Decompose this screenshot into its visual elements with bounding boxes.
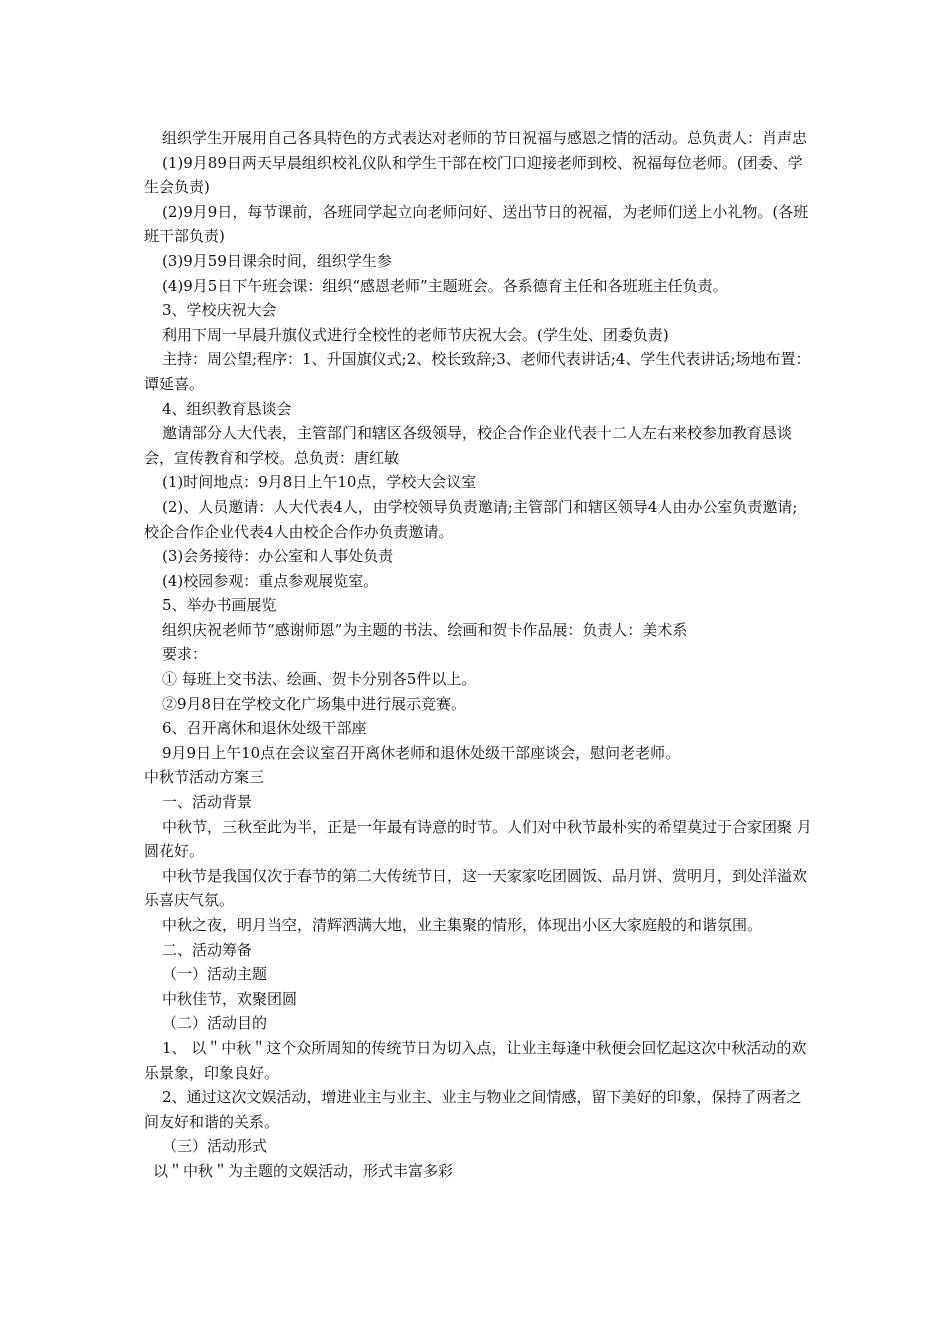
paragraph: (3)9月59日课余时间，组织学生参	[162, 251, 392, 270]
paragraph: (2)、人员邀请：人大代表4人，由学校领导负责邀请;主管部门和辖区领导4人由办公室负责邀请;校企合作企业代表4人由校企合作办负责邀请。	[144, 497, 798, 541]
paragraph: (3)会务接待：办公室和人事处负责	[162, 547, 394, 566]
paragraph: 以＂中秋＂为主题的文娱活动，形式丰富多彩	[153, 1161, 454, 1180]
paragraph: 利用下周一早晨升旗仪式进行全校性的老师节庆祝大会。(学生处、团委负责)	[162, 325, 669, 344]
section-heading: 4、组织教育恳谈会	[162, 399, 292, 418]
paragraph: 主持：周公望;程序：1、升国旗仪式;2、校长致辞;3、老师代表讲话;4、学生代表讲话;场地布置：谭延喜。	[144, 350, 811, 393]
section-heading: 3、学校庆祝大会	[162, 301, 277, 320]
list-item: ① 每班上交书法、绘画、贺卡分别各5件以上。	[162, 670, 477, 689]
paragraph: 中秋之夜，明月当空，清辉洒满大地，业主集聚的情形，体现出小区大家庭般的和谐氛围。	[162, 916, 763, 934]
paragraph: (4)校园参观：重点参观展览室。	[162, 571, 379, 590]
paragraph: 9月9日上午10点在会议室召开离休老师和退休处级干部座谈会，慰问老老师。	[162, 743, 681, 762]
paragraph: 要求：	[162, 645, 208, 664]
paragraph: (1)9月89日两天早晨组织校礼仪队和学生干部在校门口迎接老师到校、祝福每位老师。(团委、学生会负责)	[144, 153, 803, 197]
list-item: 2、通过这次文娱活动，增进业主与业主、业主与物业之间情感，留下美好的印象，保持了两者之间友好和谐的关系。	[144, 1088, 802, 1131]
document-body	[144, 126, 812, 1184]
subsection-heading: （一）活动主题	[162, 965, 268, 984]
paragraph: 中秋节，三秋至此为半，正是一年最有诗意的时节。人们对中秋节最朴实的希望莫过于合家团聚 月圆花好。	[144, 817, 812, 861]
section-heading: 5、举办书画展览	[162, 596, 277, 615]
section-heading: 二、活动筹备	[162, 940, 253, 959]
list-item: 1、 以＂中秋＂这个众所周知的传统节日为切入点，让业主每逢中秋便会回忆起这次中秋活动的欢乐景象，印象良好。	[144, 1038, 807, 1082]
paragraph: (2)9月9日，每节课前，各班同学起立向老师问好、送出节日的祝福，为老师们送上小礼物。(各班班干部负责)	[144, 202, 809, 246]
subsection-heading: （二）活动目的	[162, 1014, 268, 1033]
paragraph: 组织学生开展用自己各具特色的方式表达对老师的节日祝福与感恩之情的活动。总负责人：肖声忠	[162, 129, 808, 147]
section-heading: 一、活动背景	[162, 793, 253, 812]
subsection-heading: （三）活动形式	[162, 1137, 268, 1156]
paragraph: 中秋节是我国仅次于春节的第二大传统节日，这一天家家吃团圆饭、品月饼、赏明月，到处洋溢欢乐喜庆气氛。	[144, 866, 808, 910]
paragraph: 邀请部分人大代表，主管部门和辖区各级领导，校企合作企业代表十二人左右来校参加教育恳谈会，宣传教育和学校。总负责：唐红敏	[144, 424, 793, 467]
paragraph: (4)9月5日下午班会课：组织“感恩老师”主题班会。各系德育主任和各班班主任负责。	[162, 276, 728, 295]
document-title: 中秋节活动方案三	[144, 768, 265, 787]
section-heading: 6、召开离休和退休处级干部座	[162, 719, 367, 738]
list-item: ②9月8日在学校文化广场集中进行展示竞赛。	[162, 694, 467, 713]
paragraph: 组织庆祝老师节“感谢师恩”为主题的书法、绘画和贺卡作品展：负责人：美术系	[162, 620, 688, 639]
paragraph: (1)时间地点：9月8日上午10点，学校大会议室	[162, 473, 477, 492]
paragraph: 中秋佳节，欢聚团圆	[162, 989, 298, 1008]
